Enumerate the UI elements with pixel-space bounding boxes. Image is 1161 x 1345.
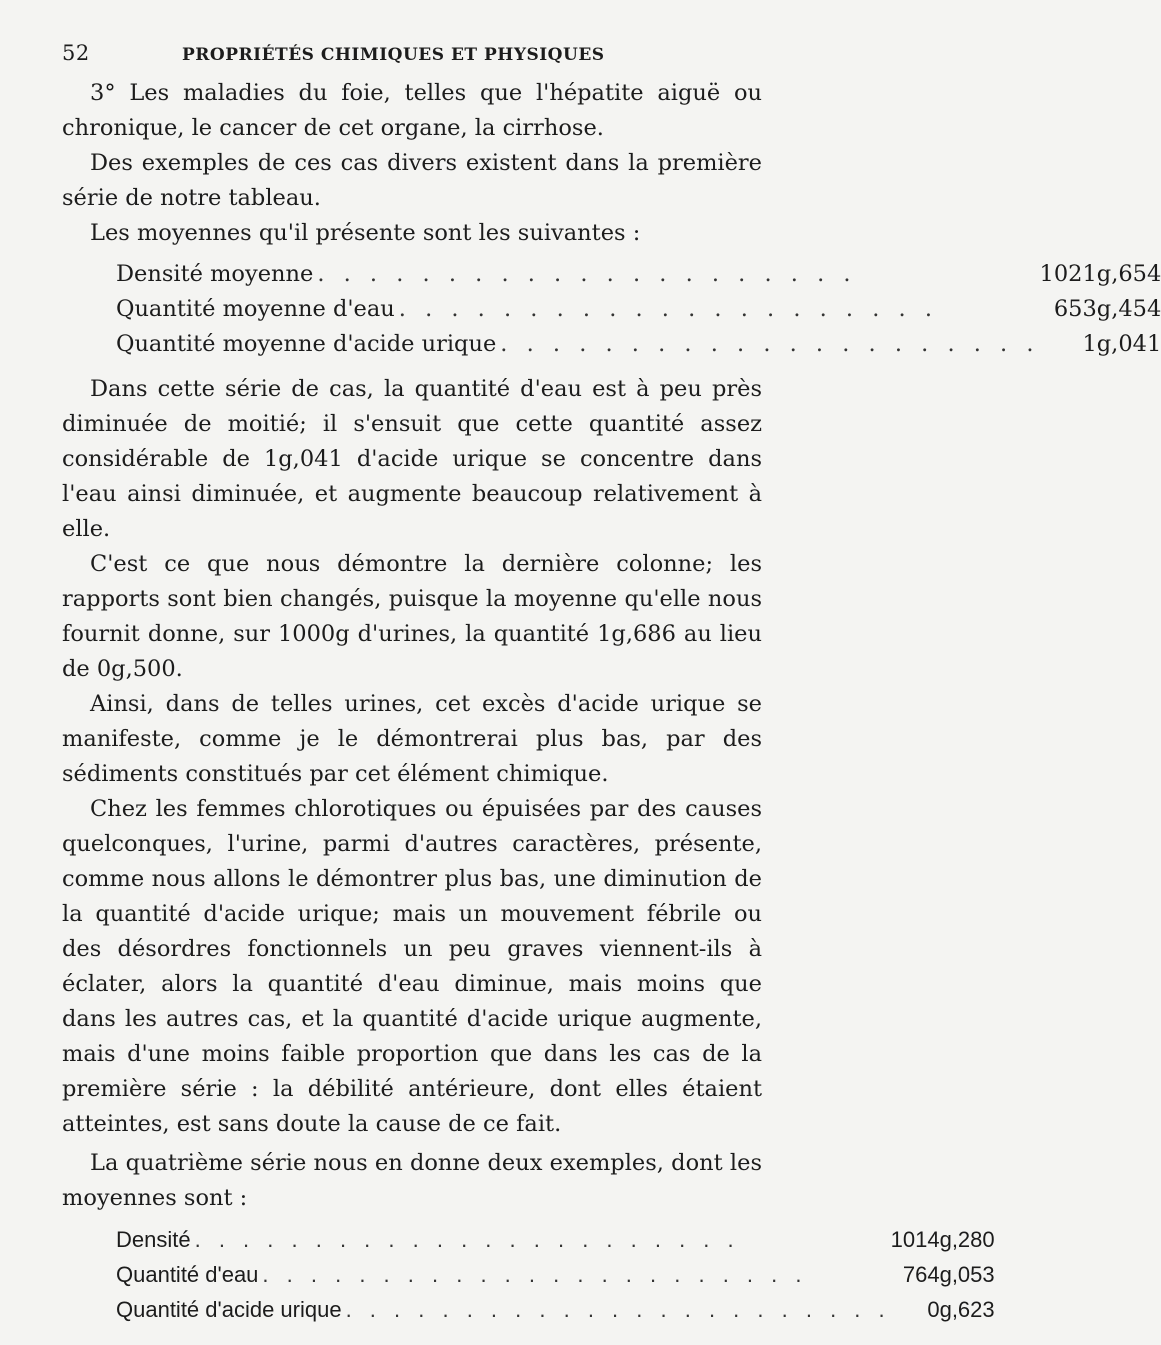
row-label: Quantité d'acide urique [116, 1297, 346, 1322]
paragraph-water-quantity: Dans cette série de cas, la quantité d'eau est à peu près diminuée de moitié; il s'ensuit que cette quantité assez considérable de 1g,041 d'acide urique se concentre dans l'eau ainsi diminuée, et augmente beaucoup relativement à elle. [62, 376, 762, 542]
row-value: 764g,053 [902, 1262, 995, 1287]
table-row [116, 292, 1161, 327]
row-label: Densité [116, 1227, 195, 1252]
averages-table-first-series [116, 257, 1161, 362]
leader-dots: . . . . . . . . . . . . . . . . . . . . . . . [345, 1297, 891, 1322]
leader-dots: . . . . . . . . . . . . . . . . . . . . . [398, 296, 939, 322]
book-page [62, 36, 1161, 1337]
row-label: Quantité moyenne d'acide urique [116, 331, 500, 357]
paragraph-averages-intro: Les moyennes qu'il présente sont les suivantes : [90, 220, 641, 246]
leader-dots: . . . . . . . . . . . . . . . . . . . . . . . [194, 1227, 740, 1252]
paragraph-examples: Des exemples de ces cas divers existent dans la première série de notre tableau. [62, 150, 762, 211]
row-label: Quantité moyenne d'eau [116, 296, 399, 322]
table-row [116, 1292, 995, 1327]
leader-dots: . . . . . . . . . . . . . . . . . . . . . [317, 261, 857, 287]
page-header [62, 36, 762, 76]
row-value: 1g,041 [1082, 331, 1161, 357]
row-value: 653g,454 [1053, 296, 1161, 322]
leader-dots: . . . . . . . . . . . . . . . . . . . . . [500, 331, 1040, 357]
row-label: Densité moyenne [116, 261, 317, 287]
table-row [116, 327, 1161, 362]
paragraph-last-column: C'est ce que nous démontre la dernière colonne; les rapports sont bien changés, puisque la moyenne qu'elle nous fournit donne, sur 1000g d'urines, la quantité 1g,686 au lieu de 0g,500. [62, 551, 762, 682]
paragraph-liver-diseases: 3° Les maladies du foie, telles que l'hépatite aiguë ou chronique, le cancer de cet organe, la cirrhose. [62, 80, 762, 141]
table-row [116, 257, 1161, 292]
running-head: PROPRIÉTÉS CHIMIQUES ET PHYSIQUES [182, 45, 605, 65]
paragraph-sediments: Ainsi, dans de telles urines, cet excès d'acide urique se manifeste, comme je le démontrerai plus bas, par des sédiments constitués par cet élément chimique. [62, 691, 762, 787]
paragraph-chlorotic-women: Chez les femmes chlorotiques ou épuisées par des causes quelconques, l'urine, parmi d'autres caractères, présente, comme nous allons le démontrer plus bas, une diminution de la quantité d'acide urique; mais un mouvement fébrile ou des désordres fonctionnels un peu graves viennent-ils à éclater, alors la quantité d'eau diminue, mais moins que dans les autres cas, et la quantité d'acide urique augmente, mais d'une moins faible proportion que dans les cas de la première série : la débilité antérieure, dont elles étaient atteintes, est sans doute la cause de ce fait. [62, 796, 762, 1137]
table-row [116, 1222, 995, 1257]
row-value: 0g,623 [927, 1297, 995, 1322]
row-value: 1021g,654 [1039, 261, 1161, 287]
table-row [116, 1257, 995, 1292]
page-number: 52 [62, 41, 90, 65]
paragraph-fourth-series: La quatrième série nous en donne deux exemples, dont les moyennes sont : [62, 1150, 762, 1211]
row-label: Quantité d'eau [116, 1262, 262, 1287]
leader-dots: . . . . . . . . . . . . . . . . . . . . . . . [262, 1262, 808, 1287]
averages-table-fourth-series [116, 1222, 995, 1327]
row-value: 1014g,280 [890, 1227, 995, 1252]
